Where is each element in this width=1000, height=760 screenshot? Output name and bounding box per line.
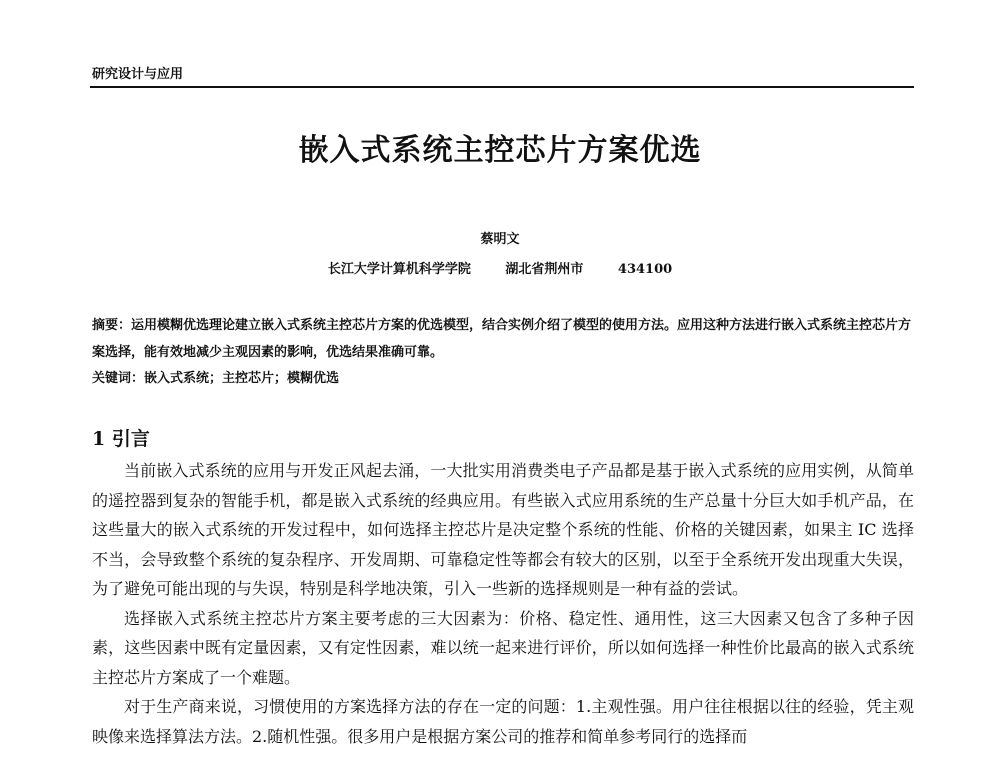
- keywords-text: 嵌入式系统；主控芯片；模糊优选: [144, 371, 340, 386]
- section-body: [92, 456, 914, 751]
- keywords: [92, 367, 914, 386]
- header-rule: [90, 86, 914, 88]
- abstract: [92, 312, 914, 366]
- section-label: 研究设计与应用: [92, 67, 184, 82]
- affiliation-location: 湖北省荆州市: [505, 262, 584, 277]
- paragraph: 对于生产商来说，习惯使用的方案选择方法的存在一定的问题：1.主观性强。用户往往根据以往的经验，凭主观映像来选择算法方法。2.随机性强。很多用户是根据方案公司的推荐和简单参考同行的选择而: [92, 697, 914, 746]
- affiliation-institution: 长江大学计算机科学学院: [327, 262, 471, 277]
- paper-title: 嵌入式系统主控芯片方案优选: [298, 133, 702, 168]
- keywords-label: 关键词：: [92, 371, 145, 386]
- paragraph: 当前嵌入式系统的应用与开发正风起去涌，一大批实用消费类电子产品都是基于嵌入式系统的应用实例，从简单的遥控器到复杂的智能手机，都是嵌入式系统的经典应用。有些嵌入式应用系统的生产总量十分巨大如手机产品，在这些量大的嵌入式系统的开发过程中，如何选择主控芯片是决定整个系统的性能、价格的关键因素，如果主 IC 选择不当，会导致整个系统的复杂程序、开发周期、可靠稳定性等都会有较大的区别，以至于全系统开发出现重大失误，为了避免可能出现的与失误，特别是科学地决策，引入一些新的选择规则是一种有益的尝试。: [92, 461, 914, 598]
- affiliation: [0, 258, 1000, 277]
- author: 蔡明文: [480, 232, 520, 247]
- paragraph: 选择嵌入式系统主控芯片方案主要考虑的三大因素为：价格、稳定性、通用性，这三大因素又包含了多种子因素，这些因素中既有定量因素，又有定性因素，难以统一起来进行评价，所以如何选择一种性价比最高的嵌入式系统主控芯片方案成了一个难题。: [92, 608, 914, 687]
- section-heading: 1 引言: [92, 428, 150, 450]
- abstract-text: 运用模糊优选理论建立嵌入式系统主控芯片方案的优选模型，结合实例介绍了模型的使用方法。应用这种方法进行嵌入式系统主控芯片方案选择，能有效地减少主观因素的影响，优选结果准确可靠。: [92, 318, 912, 360]
- affiliation-postcode: 434100: [617, 262, 673, 277]
- abstract-label: 摘要：: [92, 318, 132, 333]
